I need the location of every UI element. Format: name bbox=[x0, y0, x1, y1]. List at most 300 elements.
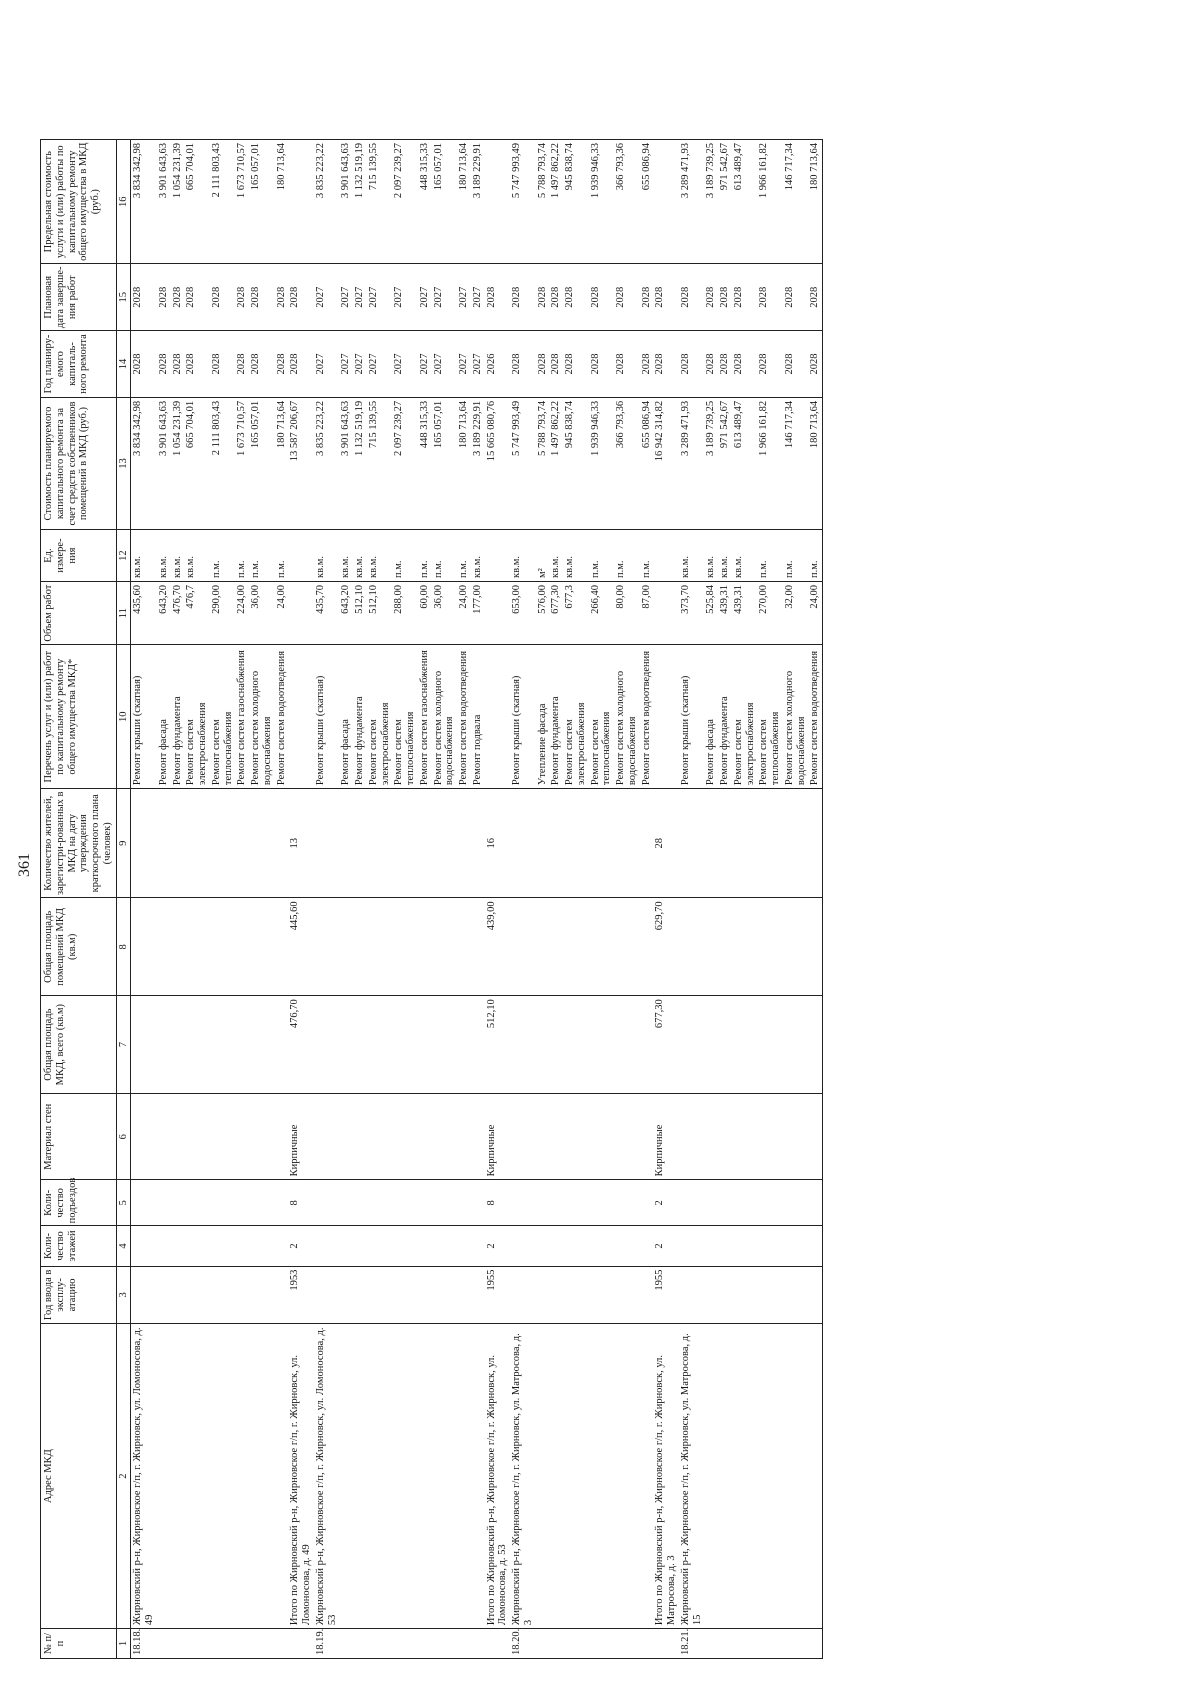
total-label: Итого по Жирновский р-н, Жирновское г/п, г. Жирновск, ул. Ломоносова, д. 49 bbox=[288, 1324, 314, 1629]
column-header: Объем работ bbox=[41, 581, 117, 644]
total-year: 2028 bbox=[653, 331, 679, 398]
blank bbox=[757, 1266, 783, 1324]
blank bbox=[563, 1266, 589, 1324]
item-number: 18.18. bbox=[131, 1629, 157, 1659]
blank bbox=[275, 789, 289, 898]
work-year: 2027 bbox=[314, 331, 340, 398]
work-date: 2027 bbox=[353, 264, 367, 331]
blank bbox=[210, 898, 236, 996]
blank bbox=[704, 1324, 718, 1629]
blank bbox=[353, 789, 367, 898]
blank bbox=[640, 996, 654, 1094]
area-rooms: 439,00 bbox=[485, 898, 511, 996]
blank bbox=[589, 1180, 615, 1226]
work-cost: 448 315,33 bbox=[418, 397, 432, 529]
blank bbox=[640, 1180, 654, 1226]
work-unit: кв.м. bbox=[563, 530, 589, 582]
blank bbox=[418, 789, 432, 898]
work-date: 2027 bbox=[418, 264, 432, 331]
work-volume: 36,00 bbox=[249, 581, 275, 644]
work-limit: 165 057,01 bbox=[249, 140, 275, 264]
blank bbox=[808, 1226, 822, 1266]
blank bbox=[757, 996, 783, 1094]
blank bbox=[171, 1180, 185, 1226]
blank bbox=[353, 1324, 367, 1629]
work-volume: 373,70 bbox=[679, 581, 705, 644]
work-limit: 613 489,47 bbox=[732, 140, 758, 264]
work-name: Ремонт систем электроснабжения bbox=[184, 645, 210, 789]
floors: 2 bbox=[485, 1226, 511, 1266]
work-cost: 180 713,64 bbox=[275, 397, 289, 529]
work-limit: 1 132 519,19 bbox=[353, 140, 367, 264]
blank bbox=[367, 898, 393, 996]
blank bbox=[485, 645, 511, 789]
blank bbox=[339, 1226, 353, 1266]
work-year: 2028 bbox=[275, 331, 289, 398]
column-header: Количество жителей, зарегистри-рованных в МКД на дату утверждения краткосрочного плана (человек) bbox=[41, 789, 117, 898]
blank bbox=[783, 1266, 809, 1324]
work-row bbox=[704, 140, 718, 1659]
work-volume: 36,00 bbox=[432, 581, 458, 644]
blank bbox=[718, 996, 732, 1094]
column-number: 9 bbox=[116, 789, 131, 898]
work-cost: 165 057,01 bbox=[249, 397, 275, 529]
blank bbox=[249, 1226, 275, 1266]
total-year: 2026 bbox=[485, 331, 511, 398]
work-limit: 180 713,64 bbox=[808, 140, 822, 264]
work-name: Ремонт систем газоснабжения bbox=[235, 645, 249, 789]
blank bbox=[171, 1324, 185, 1629]
work-date: 2028 bbox=[614, 264, 640, 331]
work-unit: кв.м. bbox=[679, 530, 705, 582]
blank bbox=[536, 789, 550, 898]
work-name: Ремонт крыши (скатная) bbox=[510, 645, 536, 789]
work-year: 2028 bbox=[640, 331, 654, 398]
blank bbox=[353, 898, 367, 996]
blank bbox=[131, 1266, 157, 1324]
blank bbox=[210, 1226, 236, 1266]
work-cost: 1 497 862,22 bbox=[549, 397, 563, 529]
column-header: Предельная стоимость услуги и (или) работы по капитальному ремонту общего имущества в МКД (руб.) bbox=[41, 140, 117, 264]
blank bbox=[235, 1629, 249, 1659]
blank bbox=[704, 1180, 718, 1226]
blank bbox=[614, 789, 640, 898]
work-name: Ремонт крыши (скатная) bbox=[314, 645, 340, 789]
work-limit: 715 139,55 bbox=[367, 140, 393, 264]
work-volume: 87,00 bbox=[640, 581, 654, 644]
work-name: Ремонт систем электроснабжения bbox=[563, 645, 589, 789]
blank bbox=[471, 789, 485, 898]
work-cost: 2 097 239,27 bbox=[392, 397, 418, 529]
blank bbox=[808, 1266, 822, 1324]
blank bbox=[339, 1266, 353, 1324]
blank bbox=[732, 1226, 758, 1266]
blank bbox=[485, 581, 511, 644]
column-number: 11 bbox=[116, 581, 131, 644]
work-cost: 3 901 643,63 bbox=[339, 397, 353, 529]
work-cost: 3 834 342,98 bbox=[131, 397, 157, 529]
work-cost: 165 057,01 bbox=[432, 397, 458, 529]
blank bbox=[314, 1226, 340, 1266]
blank bbox=[653, 140, 679, 264]
work-unit: п.м. bbox=[432, 530, 458, 582]
work-volume: 525,84 bbox=[704, 581, 718, 644]
blank bbox=[171, 898, 185, 996]
work-limit: 1 497 862,22 bbox=[549, 140, 563, 264]
work-name: Ремонт фундамента bbox=[353, 645, 367, 789]
work-date: 2028 bbox=[249, 264, 275, 331]
blank bbox=[457, 1180, 471, 1226]
work-date: 2028 bbox=[171, 264, 185, 331]
blank bbox=[210, 1094, 236, 1180]
work-limit: 3 835 223,22 bbox=[314, 140, 340, 264]
item-number: 18.20. bbox=[510, 1629, 536, 1659]
work-cost: 945 838,74 bbox=[563, 397, 589, 529]
work-limit: 1 939 946,33 bbox=[589, 140, 615, 264]
blank bbox=[589, 1094, 615, 1180]
work-year: 2027 bbox=[418, 331, 432, 398]
blank bbox=[418, 996, 432, 1094]
blank bbox=[563, 996, 589, 1094]
blank bbox=[457, 1226, 471, 1266]
blank bbox=[704, 789, 718, 898]
work-row bbox=[808, 140, 822, 1659]
blank bbox=[783, 1226, 809, 1266]
work-year: 2027 bbox=[432, 331, 458, 398]
blank bbox=[718, 1180, 732, 1226]
total-date: 2028 bbox=[288, 264, 314, 331]
column-header: Ед. измере-ния bbox=[41, 530, 117, 582]
blank bbox=[783, 898, 809, 996]
total-row bbox=[485, 140, 511, 1659]
work-unit: кв.м. bbox=[704, 530, 718, 582]
blank bbox=[367, 1266, 393, 1324]
work-year: 2028 bbox=[249, 331, 275, 398]
blank bbox=[367, 1324, 393, 1629]
total-year: 2028 bbox=[288, 331, 314, 398]
blank bbox=[353, 1226, 367, 1266]
blank bbox=[718, 898, 732, 996]
work-limit: 1 054 231,39 bbox=[171, 140, 185, 264]
blank bbox=[157, 1324, 171, 1629]
blank bbox=[249, 1180, 275, 1226]
blank bbox=[808, 1094, 822, 1180]
blank bbox=[235, 1180, 249, 1226]
work-row bbox=[718, 140, 732, 1659]
blank bbox=[485, 140, 511, 264]
work-date: 2028 bbox=[640, 264, 654, 331]
blank bbox=[367, 1094, 393, 1180]
entrances: 8 bbox=[485, 1180, 511, 1226]
work-row bbox=[314, 140, 340, 1659]
blank bbox=[653, 1629, 679, 1659]
work-cost: 1 132 519,19 bbox=[353, 397, 367, 529]
work-limit: 655 086,94 bbox=[640, 140, 654, 264]
work-unit: п.м. bbox=[783, 530, 809, 582]
work-row bbox=[536, 140, 550, 1659]
work-date: 2028 bbox=[510, 264, 536, 331]
blank bbox=[783, 1180, 809, 1226]
work-row bbox=[757, 140, 783, 1659]
work-unit: п.м. bbox=[275, 530, 289, 582]
address: Жирновский р-н, Жирновское г/п, г. Жирновск, ул. Ломоносова, д. 49 bbox=[131, 1324, 157, 1629]
column-number: 16 bbox=[116, 140, 131, 264]
work-limit: 3 289 471,93 bbox=[679, 140, 705, 264]
blank bbox=[249, 1094, 275, 1180]
blank bbox=[563, 898, 589, 996]
blank bbox=[432, 1180, 458, 1226]
residents: 28 bbox=[653, 789, 679, 898]
blank bbox=[732, 1266, 758, 1324]
blank bbox=[432, 1094, 458, 1180]
blank bbox=[457, 789, 471, 898]
blank bbox=[249, 996, 275, 1094]
blank bbox=[757, 1094, 783, 1180]
blank bbox=[732, 996, 758, 1094]
work-volume: 435,60 bbox=[131, 581, 157, 644]
blank bbox=[679, 1180, 705, 1226]
total-date: 2028 bbox=[485, 264, 511, 331]
work-row bbox=[510, 140, 536, 1659]
work-name: Ремонт фасада bbox=[704, 645, 718, 789]
blank bbox=[392, 1324, 418, 1629]
blank bbox=[536, 1629, 550, 1659]
work-volume: 24,00 bbox=[457, 581, 471, 644]
work-cost: 665 704,01 bbox=[184, 397, 210, 529]
work-year: 2028 bbox=[783, 331, 809, 398]
work-year: 2028 bbox=[549, 331, 563, 398]
blank bbox=[249, 898, 275, 996]
work-row bbox=[432, 140, 458, 1659]
column-header: Год планиру-емого капиталь-ного ремонта bbox=[41, 331, 117, 398]
work-unit: п.м. bbox=[249, 530, 275, 582]
column-number: 7 bbox=[116, 996, 131, 1094]
blank bbox=[392, 789, 418, 898]
work-year: 2028 bbox=[157, 331, 171, 398]
work-volume: 266,40 bbox=[589, 581, 615, 644]
work-row bbox=[783, 140, 809, 1659]
blank bbox=[275, 1226, 289, 1266]
blank bbox=[589, 996, 615, 1094]
work-date: 2028 bbox=[679, 264, 705, 331]
work-name: Ремонт систем электроснабжения bbox=[367, 645, 393, 789]
work-volume: 60,00 bbox=[418, 581, 432, 644]
work-date: 2028 bbox=[549, 264, 563, 331]
blank bbox=[549, 789, 563, 898]
blank bbox=[732, 1629, 758, 1659]
work-name: Ремонт фундамента bbox=[549, 645, 563, 789]
residents: 16 bbox=[485, 789, 511, 898]
blank bbox=[314, 996, 340, 1094]
blank bbox=[353, 1266, 367, 1324]
floors: 2 bbox=[288, 1226, 314, 1266]
blank bbox=[563, 1324, 589, 1629]
blank bbox=[783, 1094, 809, 1180]
blank bbox=[249, 789, 275, 898]
work-name: Ремонт систем водоотведения bbox=[457, 645, 471, 789]
blank bbox=[757, 898, 783, 996]
column-header: Перечень услуг и (или) работ по капитальному ремонту общего имущества МКД* bbox=[41, 645, 117, 789]
blank bbox=[432, 1226, 458, 1266]
work-cost: 1 054 231,39 bbox=[171, 397, 185, 529]
work-volume: 80,00 bbox=[614, 581, 640, 644]
blank bbox=[367, 1180, 393, 1226]
work-limit: 945 838,74 bbox=[563, 140, 589, 264]
area-total: 512,10 bbox=[485, 996, 511, 1094]
work-year: 2028 bbox=[235, 331, 249, 398]
blank bbox=[235, 1266, 249, 1324]
work-unit: п.м. bbox=[589, 530, 615, 582]
work-date: 2028 bbox=[275, 264, 289, 331]
blank bbox=[235, 996, 249, 1094]
work-unit: кв.м. bbox=[157, 530, 171, 582]
work-volume: 435,70 bbox=[314, 581, 340, 644]
blank bbox=[510, 996, 536, 1094]
work-cost: 715 139,55 bbox=[367, 397, 393, 529]
work-year: 2028 bbox=[131, 331, 157, 398]
blank bbox=[614, 1266, 640, 1324]
capital-repair-table bbox=[40, 139, 823, 1659]
blank bbox=[640, 1629, 654, 1659]
blank bbox=[288, 645, 314, 789]
blank bbox=[536, 1266, 550, 1324]
work-year: 2028 bbox=[614, 331, 640, 398]
work-cost: 5 788 793,74 bbox=[536, 397, 550, 529]
blank bbox=[339, 1324, 353, 1629]
blank bbox=[549, 1094, 563, 1180]
blank bbox=[563, 1226, 589, 1266]
year-built: 1955 bbox=[485, 1266, 511, 1324]
work-cost: 2 111 803,43 bbox=[210, 397, 236, 529]
blank bbox=[653, 645, 679, 789]
work-name: Ремонт систем водоотведения bbox=[640, 645, 654, 789]
blank bbox=[614, 1324, 640, 1629]
blank bbox=[536, 1094, 550, 1180]
address: Жирновский р-н, Жирновское г/п, г. Жирновск, ул. Матросова, д. 15 bbox=[679, 1324, 705, 1629]
column-number: 5 bbox=[116, 1180, 131, 1226]
blank bbox=[235, 1226, 249, 1266]
blank bbox=[614, 1094, 640, 1180]
blank bbox=[353, 1180, 367, 1226]
blank bbox=[614, 1226, 640, 1266]
work-name: Ремонт систем холодного водоснабжения bbox=[614, 645, 640, 789]
blank bbox=[131, 1094, 157, 1180]
work-volume: 476,7 bbox=[184, 581, 210, 644]
work-limit: 5 747 993,49 bbox=[510, 140, 536, 264]
blank bbox=[184, 996, 210, 1094]
blank bbox=[563, 1180, 589, 1226]
work-limit: 146 717,34 bbox=[783, 140, 809, 264]
work-date: 2027 bbox=[367, 264, 393, 331]
blank bbox=[210, 1324, 236, 1629]
blank bbox=[184, 1266, 210, 1324]
total-label: Итого по Жирновский р-н, Жирновское г/п, г. Жирновск, ул. Матросова, д. 3 bbox=[653, 1324, 679, 1629]
work-date: 2028 bbox=[783, 264, 809, 331]
work-row bbox=[457, 140, 471, 1659]
blank bbox=[392, 996, 418, 1094]
blank bbox=[549, 1180, 563, 1226]
work-name: Ремонт систем теплоснабжения bbox=[757, 645, 783, 789]
work-year: 2028 bbox=[563, 331, 589, 398]
work-volume: 643,20 bbox=[157, 581, 171, 644]
blank bbox=[418, 1094, 432, 1180]
blank bbox=[171, 789, 185, 898]
blank bbox=[131, 1180, 157, 1226]
work-name: Ремонт крыши (скатная) bbox=[131, 645, 157, 789]
work-volume: 677,3 bbox=[563, 581, 589, 644]
work-date: 2028 bbox=[157, 264, 171, 331]
page-number: 361 bbox=[16, 853, 33, 877]
work-cost: 366 793,36 bbox=[614, 397, 640, 529]
blank bbox=[679, 1094, 705, 1180]
work-limit: 1 966 161,82 bbox=[757, 140, 783, 264]
work-date: 2028 bbox=[536, 264, 550, 331]
column-header: № п/п bbox=[41, 1629, 117, 1659]
work-date: 2028 bbox=[563, 264, 589, 331]
blank bbox=[808, 1629, 822, 1659]
work-cost: 180 713,64 bbox=[457, 397, 471, 529]
work-name: Ремонт крыши (скатная) bbox=[679, 645, 705, 789]
column-number: 2 bbox=[116, 1324, 131, 1629]
work-cost: 1 966 161,82 bbox=[757, 397, 783, 529]
work-cost: 1 673 710,57 bbox=[235, 397, 249, 529]
blank bbox=[249, 1324, 275, 1629]
work-limit: 3 189 739,25 bbox=[704, 140, 718, 264]
blank bbox=[210, 789, 236, 898]
blank bbox=[249, 1266, 275, 1324]
blank bbox=[457, 1324, 471, 1629]
blank bbox=[718, 1629, 732, 1659]
column-number-row bbox=[116, 140, 131, 1659]
blank bbox=[808, 996, 822, 1094]
work-year: 2027 bbox=[392, 331, 418, 398]
work-row bbox=[640, 140, 654, 1659]
work-unit: п.м. bbox=[392, 530, 418, 582]
work-year: 2028 bbox=[757, 331, 783, 398]
blank bbox=[367, 1226, 393, 1266]
work-unit: кв.м. bbox=[131, 530, 157, 582]
work-limit: 1 673 710,57 bbox=[235, 140, 249, 264]
wall-material: Кирпичные bbox=[485, 1094, 511, 1180]
work-name: Ремонт систем холодного водоснабжения bbox=[249, 645, 275, 789]
column-header: Стоимость планируемого капитального ремонта за счет средств собственников помещений в МКД (руб.) bbox=[41, 397, 117, 529]
blank bbox=[184, 1226, 210, 1266]
blank bbox=[549, 1324, 563, 1629]
blank bbox=[432, 996, 458, 1094]
blank bbox=[614, 996, 640, 1094]
work-volume: 24,00 bbox=[808, 581, 822, 644]
blank bbox=[732, 1324, 758, 1629]
blank bbox=[732, 898, 758, 996]
blank bbox=[392, 898, 418, 996]
work-name: Ремонт систем электроснабжения bbox=[732, 645, 758, 789]
blank bbox=[589, 789, 615, 898]
work-row bbox=[353, 140, 367, 1659]
blank bbox=[808, 789, 822, 898]
blank bbox=[732, 789, 758, 898]
blank bbox=[367, 1629, 393, 1659]
blank bbox=[432, 1266, 458, 1324]
blank bbox=[783, 1629, 809, 1659]
blank bbox=[808, 1180, 822, 1226]
work-volume: 439,31 bbox=[732, 581, 758, 644]
blank bbox=[275, 898, 289, 996]
blank bbox=[704, 1629, 718, 1659]
column-number: 14 bbox=[116, 331, 131, 398]
work-date: 2028 bbox=[184, 264, 210, 331]
work-row bbox=[589, 140, 615, 1659]
blank bbox=[171, 1266, 185, 1324]
